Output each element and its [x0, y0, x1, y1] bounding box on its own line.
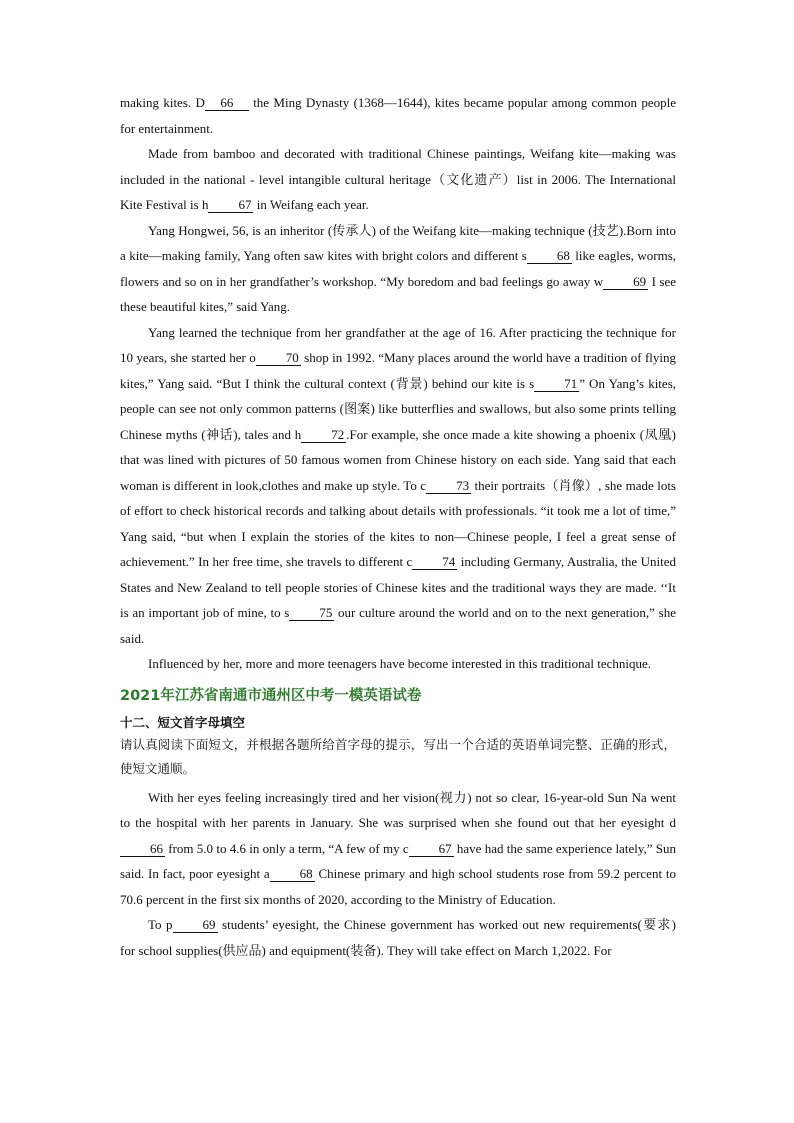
text: Yang Hongwei, 56, is an inheritor (传承人) of the Weifang kite—making technique (技艺).Born into a kite—making family, Yang often saw kites with bright colors and different s [120, 222, 676, 263]
answer-blank-70[interactable]: 70 [256, 350, 301, 366]
text: With her eyes feeling increasingly tired and her vision(视力) not so clear, 16-year-old Sun Na went to the hospital with her parents in January. She was surprised when she found out that her eyesight d [120, 789, 676, 830]
text: I see these beautiful kites,” said Yang. [120, 273, 676, 314]
text: Yang learned the technique from her grandfather at the age of 16. After practicing the technique for 10 years, she started her o [120, 324, 676, 365]
answer-blank-71[interactable]: 71 [534, 376, 579, 392]
text: the Ming Dynasty (1368—1644), kites became popular among common people for entertainment. [120, 95, 676, 136]
answer-blank-69[interactable]: 69 [603, 274, 648, 290]
answer-blank-73[interactable]: 73 [426, 478, 471, 494]
passage1-paragraph-3 [120, 218, 676, 320]
answer-blank-72[interactable]: 72 [301, 427, 346, 443]
answer-blank-75[interactable]: 75 [289, 605, 334, 621]
passage1-paragraph-1 [120, 90, 676, 141]
answer-blank-66[interactable]: 66 [205, 95, 249, 111]
answer-blank-74[interactable]: 74 [412, 554, 457, 570]
text: Made from bamboo and decorated with traditional Chinese paintings, Weifang kite—making was included in the national - level intangible cultural heritage（文化遗产）list in 2006. The International Kite Festival is h [120, 146, 676, 212]
text: in Weifang each year. [253, 197, 369, 212]
answer-blank-67b[interactable]: 67 [409, 841, 454, 857]
text: .For example, she once made a kite showing a phoenix (凤凰) that was lined with pictures of 50 famous women from Chinese history on each side. Yang said that each woman is different in look,clothes and make up style. To c [120, 426, 676, 493]
text: To p [148, 917, 173, 932]
answer-blank-69b[interactable]: 69 [173, 917, 218, 933]
passage2-paragraph-2 [120, 912, 676, 963]
text: our culture around the world and on to the next generation,” she said. [120, 605, 676, 646]
text: shop in 1992. “Many places around the world have a tradition of flying kites,” Yang said. “But I think the cultural context (背景) behind our kite is s [120, 350, 676, 391]
text: like eagles, worms, flowers and so on in her grandfather’s workshop. “My boredom and bad feelings go away w [120, 248, 677, 289]
text: ” On Yang’s kites, people can see not only common patterns (图案) like butterflies and swallows, but also some prints telling Chinese myths (神话), tales and h [120, 375, 677, 442]
text: including Germany, Australia, the United States and New Zealand to tell people stories of Chinese kites and the traditional ways they are made. ‘‘It is an important job of mine, to s [120, 554, 676, 620]
passage1-paragraph-5: Influenced by her, more and more teenagers have become interested in this traditional technique. [148, 656, 652, 671]
text: their portraits（肖像）, she made lots of effort to check historical records and talking about details with professionals. “it took me a lot of time,” Yang said, “but when I explain the stories of the kites to non—Chinese people, I feel a great sense of achievement.” In her free time, she travels to different c [120, 477, 676, 569]
section-instruction: 请认真阅读下面短文，并根据各题所给首字母的提示，写出一个合适的英语单词完整、正确的形式，使短文通顺。 [120, 736, 676, 776]
answer-blank-66b[interactable]: 66 [120, 841, 165, 857]
text: have had the same experience lately,” Sun said. In fact, poor eyesight a [120, 840, 676, 881]
document-page [120, 90, 676, 963]
text: from 5.0 to 4.6 in only a term, “A few of my c [165, 840, 409, 856]
exam-title: 2021年江苏省南通市通州区中考一模英语试卷 [120, 687, 422, 704]
passage2-paragraph-1 [120, 785, 676, 913]
passage1-paragraph-4 [120, 320, 676, 652]
answer-blank-67[interactable]: 67 [208, 197, 253, 213]
answer-blank-68b[interactable]: 68 [270, 866, 315, 882]
passage1-paragraph-2 [120, 141, 676, 218]
section-heading: 十二、短文首字母填空 [120, 714, 246, 730]
answer-blank-68[interactable]: 68 [527, 248, 572, 264]
text: making kites. D [120, 95, 205, 110]
text: students’ eyesight, the Chinese government has worked out new requirements(要求) for school supplies(供应品) and equipment(装备). They will take effect on March 1,2022. For [120, 917, 676, 958]
text: Chinese primary and high school students rose from 59.2 percent to 70.6 percent in the first six months of 2020, according to the Ministry of Education. [120, 866, 676, 907]
